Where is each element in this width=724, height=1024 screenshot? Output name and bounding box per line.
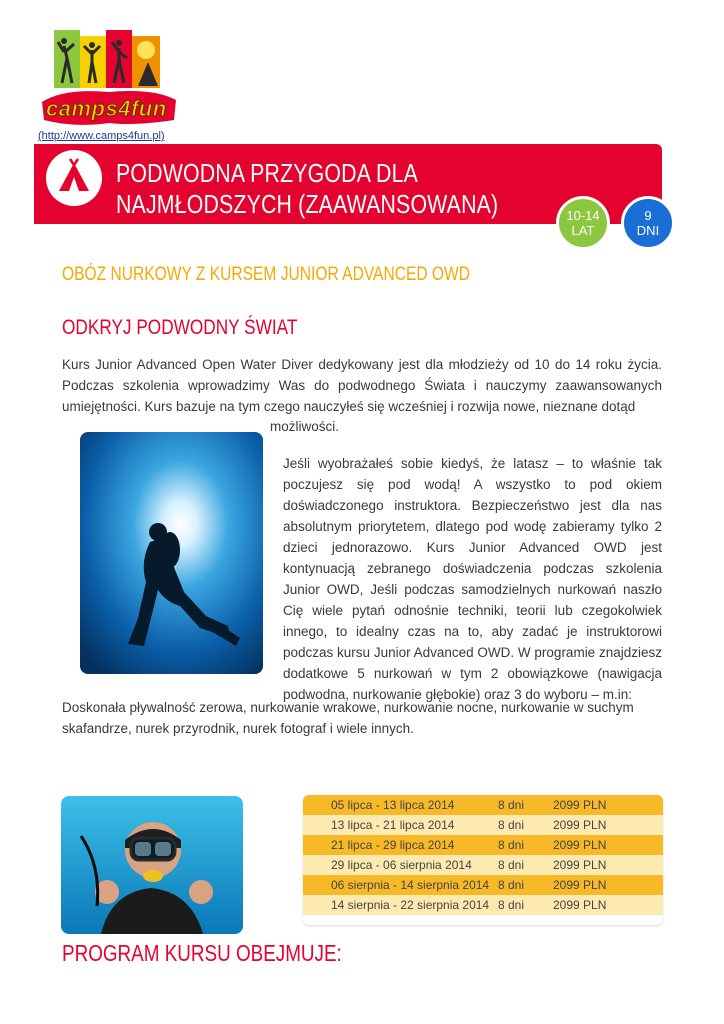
price-cell: 2099 PLN xyxy=(553,878,607,892)
diver-photo xyxy=(80,432,263,674)
page-title xyxy=(116,158,499,220)
kid-diver-photo xyxy=(61,796,243,934)
age-badge xyxy=(556,196,610,250)
days-unit: DNI xyxy=(636,223,660,238)
date-range-cell: 14 sierpnia - 22 sierpnia 2014 xyxy=(331,898,490,912)
table-row xyxy=(303,835,663,855)
table-row xyxy=(303,795,663,815)
date-range-cell: 05 lipca - 13 lipca 2014 xyxy=(331,798,455,812)
price-cell: 2099 PLN xyxy=(553,858,607,872)
program-heading: PROGRAM KURSU OBEJMUJE: xyxy=(62,940,342,966)
title-line-2: NAJMŁODSZYCH (ZAAWANSOWANA) xyxy=(116,189,499,219)
days-badge xyxy=(621,196,675,250)
date-range-cell: 29 lipca - 06 sierpnia 2014 xyxy=(331,858,472,872)
price-cell: 2099 PLN xyxy=(553,818,607,832)
price-cell: 2099 PLN xyxy=(553,838,607,852)
duration-cell: 8 dni xyxy=(498,898,525,912)
table-row xyxy=(303,875,663,895)
subtitle: OBÓZ NURKOWY Z KURSEM JUNIOR ADVANCED OWD xyxy=(62,264,471,285)
price-table xyxy=(303,795,663,925)
days-value: 9 xyxy=(644,208,652,223)
price-cell: 2099 PLN xyxy=(553,798,607,812)
date-range-cell: 13 lipca - 21 lipca 2014 xyxy=(331,818,455,832)
age-unit: LAT xyxy=(571,223,595,238)
camps4fun-logo xyxy=(34,28,184,130)
duration-cell: 8 dni xyxy=(498,858,525,872)
intro-paragraph: Kurs Junior Advanced Open Water Diver dedykowany jest dla młodzieży od 10 do 14 roku życia. Podczas szkolenia wprowadzimy Was do podwodnego Świata i nauczymy zaawansowanych umiejętności. Kurs bazuje na tym czego nauczyłeś się wcześniej i rozwija nowe, nieznane dotąd xyxy=(62,357,662,414)
logo-text: camps4fun xyxy=(46,96,167,121)
duration-cell: 8 dni xyxy=(498,798,525,812)
duration-cell: 8 dni xyxy=(498,838,525,852)
intro-paragraph-end: możliwości. xyxy=(270,419,340,434)
title-line-1: PODWODNA PRZYGODA DLA xyxy=(116,158,418,188)
price-cell: 2099 PLN xyxy=(553,898,607,912)
duration-cell: 8 dni xyxy=(498,878,525,892)
main-paragraph: Jeśli wyobrażałeś sobie kiedyś, że latasz – to właśnie tak poczujesz się pod wodą! A wszystko to pod okiem doświadczonego instruktora. Bezpieczeństwo jest dla nas absolutnym priorytetem, dlatego pod wodę zabieramy tylko 2 dzieci jednorazowo. Kurs Junior Advanced OWD jest kontynuacją zebranego doświadczenia podczas szkolenia Junior OWD, Jeśli podczas samodzielnych nurkowań naszło Cię wiele pytań odnośnie techniki, teorii lub czegokolwiek innego, to idealny czas na to, aby zadać je instruktorowi podczas kursu Junior Advanced OWD. W programie znajdziesz dodatkowe 5 nurkowań w tym 2 obowiązkowe (nawigacja podwodna, nurkowanie głębokie) oraz 3 do wyboru – m.in: xyxy=(283,456,662,702)
website-link[interactable]: (http://www.camps4fun.pl) xyxy=(38,130,165,142)
table-row xyxy=(303,895,663,915)
date-range-cell: 06 sierpnia - 14 sierpnia 2014 xyxy=(331,878,490,892)
date-range-cell: 21 lipca - 29 lipca 2014 xyxy=(331,838,455,852)
main-paragraph-end: Doskonała pływalność zerowa, nurkowanie wrakowe, nurkowanie nocne, nurkowanie w suchym skafandrze, nurek przyrodnik, nurek fotograf i wiele innych. xyxy=(62,700,634,736)
duration-cell: 8 dni xyxy=(498,818,525,832)
section-heading: ODKRYJ PODWODNY ŚWIAT xyxy=(62,316,298,339)
table-row xyxy=(303,855,663,875)
table-row xyxy=(303,815,663,835)
tent-icon xyxy=(46,150,102,206)
age-value: 10-14 xyxy=(566,208,600,223)
